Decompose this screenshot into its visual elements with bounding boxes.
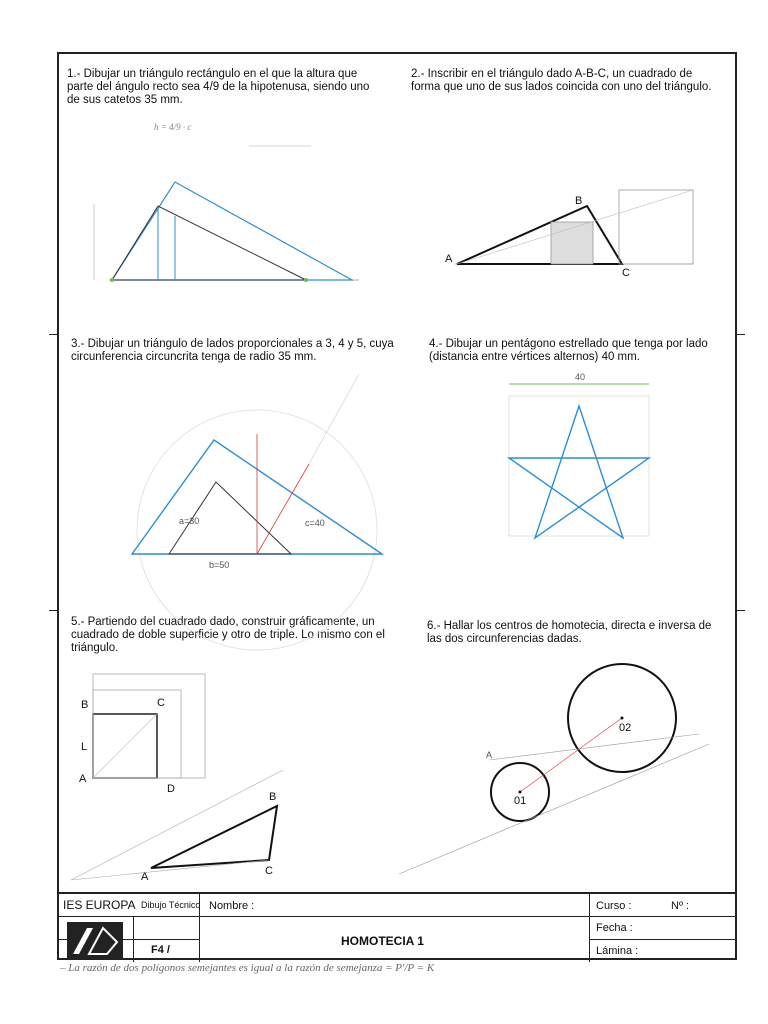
figure-1-right-triangle — [94, 122, 359, 282]
fig3-label-c: c=40 — [305, 518, 325, 528]
school-logo — [67, 922, 123, 958]
fig5-triple-square — [93, 674, 205, 778]
drawing-sheet — [57, 52, 737, 960]
tb-divider — [589, 939, 735, 940]
fig1-blue-triangle — [112, 182, 352, 280]
figure-4-star-pentagon — [509, 372, 649, 538]
fig4-dim-label: 40 — [575, 372, 586, 382]
fig4-aux-box — [509, 396, 649, 536]
tb-divider — [59, 916, 735, 917]
fig2-aux-square — [619, 190, 693, 264]
name-label: Nombre : — [209, 900, 255, 912]
fig5-label-l: L — [81, 741, 88, 753]
course-label: Curso : — [596, 900, 632, 912]
tb-divider — [589, 894, 590, 962]
sheet-title: HOMOTECIA 1 — [341, 934, 424, 948]
sheet-number-label: Lámina : — [596, 945, 639, 957]
margin-tick — [49, 610, 59, 611]
fig6-label-a: A — [486, 750, 493, 760]
margin-tick — [735, 610, 745, 611]
problem-6-statement: 6.- Hallar los centros de homotecia, directa e inversa de las dos circunferencias dadas. — [427, 620, 712, 645]
figures-canvas — [59, 54, 735, 892]
fig2-triangle-abc — [457, 206, 622, 264]
fig6-centers-line — [520, 718, 622, 792]
fig6-center-o1 — [519, 791, 522, 794]
fig1-black-triangle — [112, 206, 306, 280]
fig4-star — [509, 406, 649, 538]
school-name: IES EUROPA — [63, 898, 136, 912]
fig6-label-o1: 01 — [514, 795, 527, 807]
fig3-aux-line — [309, 374, 359, 464]
fig5-label-b: B — [81, 699, 89, 711]
fig5-label-c2: C — [265, 865, 273, 877]
fig3-label-b: b=50 — [209, 560, 230, 570]
fig5-label-a2: A — [141, 871, 149, 883]
figure-3-triangle-circumcircle — [132, 374, 382, 650]
fig5-label-d: D — [167, 783, 175, 795]
fig1-pencil-note: h = 4/9 · c — [154, 122, 192, 132]
date-label: Fecha : — [596, 922, 633, 934]
number-label: Nº : — [671, 900, 690, 912]
problem-4-statement: 4.- Dibujar un pentágono estrellado que tenga por lado (distancia entre vértices alternos) 40 mm. — [429, 338, 708, 363]
problem-1-statement: 1.- Dibujar un triángulo rectángulo en el que la altura que parte del ángulo recto sea 4/9 de la hipotenusa, siendo uno de sus catetos 35 mm. — [67, 68, 370, 106]
margin-tick — [735, 334, 745, 335]
fig5-label-b2: B — [269, 791, 277, 803]
problem-5-statement: 5.- Partiendo del cuadrado dado, construir gráficamente, un cuadrado de doble superficie y otro de triple. Lo mismo con el triángulo. — [71, 616, 385, 654]
subject-name: Dibujo Técnico — [141, 900, 201, 910]
problem-2-statement: 2.- Inscribir en el triángulo dado A-B-C, un cuadrado de forma que uno de sus lados coincida con uno del triángulo. — [411, 68, 712, 93]
fig2-label-b: B — [575, 195, 583, 207]
sheet-code: F4 / — [151, 944, 170, 956]
fig6-label-o2: 02 — [619, 722, 632, 734]
fig5-diagonal — [93, 714, 157, 778]
fig5-aux-line — [71, 860, 269, 880]
fig6-center-o2 — [621, 717, 624, 720]
fig1-point — [110, 278, 114, 282]
margin-tick — [49, 334, 59, 335]
fig2-label-a: A — [445, 253, 453, 265]
figure-2-inscribed-square — [445, 190, 694, 279]
fig1-point — [304, 278, 308, 282]
fig2-label-c: C — [622, 267, 630, 279]
fig5-triangle — [151, 806, 277, 868]
figure-5-squares-triangle — [71, 674, 283, 883]
fig5-label-a: A — [79, 773, 87, 785]
fig3-label-a: a=30 — [179, 516, 200, 526]
fig6-tangent-line — [399, 744, 709, 874]
problem-3-statement: 3.- Dibujar un triángulo de lados proporcionales a 3, 4 y 5, cuya circunferencia circuncrita tenga de radio 35 mm. — [71, 338, 394, 363]
tb-divider — [133, 917, 134, 962]
fig3-red-line — [257, 464, 309, 554]
handwritten-footnote: – La razón de dos polígonos semejantes es igual a la razón de semejanza = P'/P = K — [60, 962, 435, 974]
fig5-aux-line — [71, 770, 283, 880]
fig5-label-c: C — [157, 697, 165, 709]
title-block — [59, 892, 735, 962]
fig2-inscribed-square — [551, 222, 593, 264]
figure-6-homothety — [399, 664, 709, 874]
